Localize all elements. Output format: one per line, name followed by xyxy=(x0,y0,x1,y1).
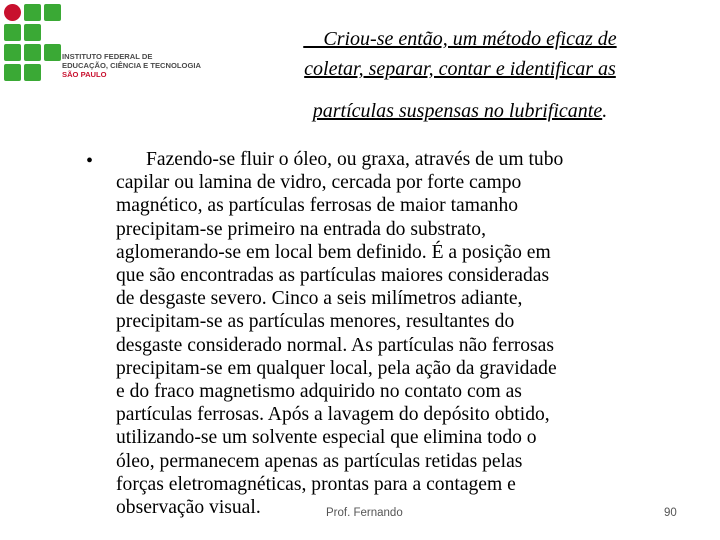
paragraph-line: de desgaste severo. Cinco a seis milímetros adiante, xyxy=(116,288,523,310)
footer-author: Prof. Fernando xyxy=(326,507,403,519)
bullet-icon: • xyxy=(86,150,94,172)
paragraph-line: Fazendo-se fluir o óleo, ou graxa, através de um tubo xyxy=(146,149,564,170)
paragraph-line: magnético, as partículas ferrosas de maior tamanho xyxy=(116,195,519,217)
paragraph-line: desgaste considerado normal. As partículas não ferrosas xyxy=(116,334,554,356)
logo-line-1: INSTITUTO FEDERAL DE xyxy=(62,52,153,61)
institution-logo xyxy=(4,4,214,84)
title-line-3: partículas suspensas no lubrificante xyxy=(312,100,603,122)
slide-title xyxy=(250,24,670,126)
paragraph-line: aglomerando-se em local bem definido. É a posição em xyxy=(116,241,551,263)
paragraph-line: precipitam-se as partículas menores, resultantes do xyxy=(116,311,515,333)
title-line-2: coletar, separar, contar e identificar as xyxy=(304,58,616,80)
paragraph-line: e do fraco magnetismo adquirido no contato com as xyxy=(116,381,522,403)
paragraph-line: observação visual. xyxy=(116,497,261,519)
logo-line-2: EDUCAÇÃO, CIÊNCIA E TECNOLOGIA xyxy=(62,61,201,70)
paragraph-line: utilizando-se um solvente especial que elimina todo o xyxy=(116,427,537,449)
title-line-3-wrap xyxy=(250,96,670,126)
paragraph-line: que são encontradas as partículas maiores consideradas xyxy=(116,265,550,287)
body-paragraph xyxy=(116,148,676,519)
logo-text xyxy=(62,52,201,79)
paragraph-line: precipitam-se primeiro na entrada do substrato, xyxy=(116,218,486,240)
logo-line-3: SÃO PAULO xyxy=(62,70,107,79)
page-number: 90 xyxy=(664,507,677,519)
title-line-1: __Criou-se então, um método eficaz de xyxy=(303,28,617,50)
paragraph-line: partículas ferrosas. Após a lavagem do depósito obtido, xyxy=(116,404,550,426)
paragraph-line: forças eletromagnéticas, prontas para a contagem e xyxy=(116,473,516,495)
title-line-3-suffix: . xyxy=(602,100,608,122)
paragraph-line: capilar ou lamina de vidro, cercada por forte campo xyxy=(116,172,522,194)
logo-grid-icon xyxy=(4,4,64,82)
paragraph-line: óleo, permanecem apenas as partículas retidas pelas xyxy=(116,450,523,472)
paragraph-line: precipitam-se em qualquer local, pela ação da gravidade xyxy=(116,357,557,379)
